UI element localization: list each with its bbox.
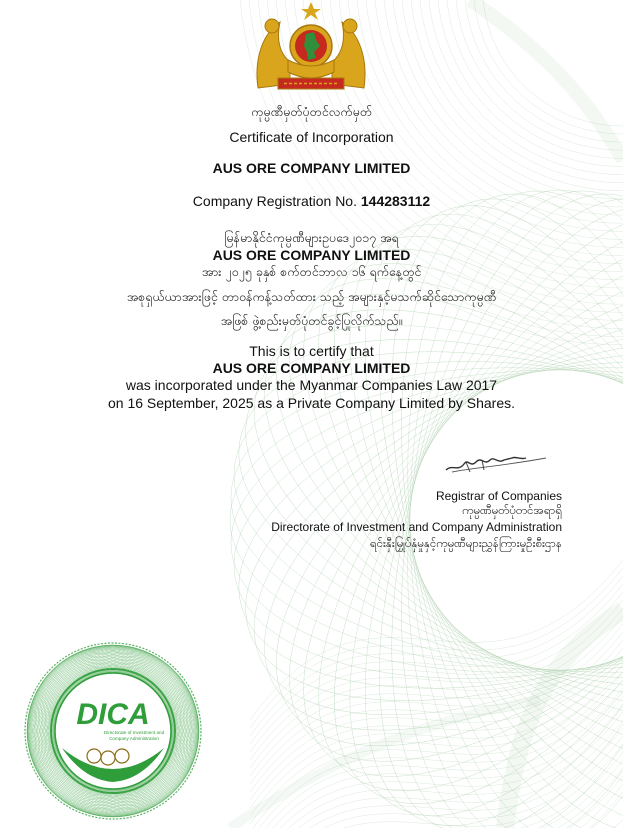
burmese-body-line-5: အဖြစ် ဖွဲ့စည်းမှတ်ပုံတင်ခွင့်ပြုလိုက်သည်။ xyxy=(220,313,403,328)
dica-seal xyxy=(22,640,204,822)
registration-number: 144283112 xyxy=(360,193,431,209)
certificate-title-burmese: ကုမ္ပဏီမှတ်ပုံတင်လက်မှတ် xyxy=(251,104,372,119)
state-emblem-icon xyxy=(250,0,372,92)
directorate-name-burmese: ရင်းနှီးမြှုပ်နှံမှုနှင့်ကုမ္ပဏီများညွှန်ကြားမှုဦးစီးဌာန xyxy=(370,536,562,550)
english-body-company-name: AUS ORE COMPANY LIMITED xyxy=(212,360,411,376)
registrar-title-burmese: ကုမ္ပဏီမှတ်ပုံတင်အရာရှိ xyxy=(462,503,562,517)
burmese-body-line-3: အား ၂၀၂၅ ခုနှစ် စက်တင်ဘာလ ၁၆ ရက်နေ့တွင် xyxy=(201,264,422,279)
english-body-line-4: on 16 September, 2025 as a Private Company Limited by Shares. xyxy=(107,395,515,411)
registration-label: Company Registration No. xyxy=(192,193,357,209)
registration-line xyxy=(0,193,623,209)
certificate-title: Certificate of Incorporation xyxy=(229,129,394,145)
burmese-body-line-4: အစုရှယ်ယာအားဖြင့် တာဝန်ကန့်သတ်ထား သည့် အများနှင့်မသက်ဆိုင်သောကုမ္ပဏီ xyxy=(126,289,497,304)
dica-subtitle-line-1: Directorate of Investment and xyxy=(103,730,165,735)
directorate-name: Directorate of Investment and Company Administration xyxy=(271,520,562,534)
dica-subtitle-line-2: Company Administration xyxy=(109,736,159,741)
burmese-body-company-name: AUS ORE COMPANY LIMITED xyxy=(212,247,411,263)
english-body-line-3: was incorporated under the Myanmar Companies Law 2017 xyxy=(125,377,498,393)
registrar-title: Registrar of Companies xyxy=(435,489,562,503)
company-name-heading: AUS ORE COMPANY LIMITED xyxy=(212,160,411,176)
burmese-body-line-1: မြန်မာနိုင်ငံကုမ္ပဏီများဥပဒေ၂၀၁၇ အရ xyxy=(224,230,399,245)
dica-logo-text: DICA xyxy=(76,698,150,731)
english-body-line-1: This is to certify that xyxy=(249,343,374,359)
registrar-signature xyxy=(442,450,552,478)
